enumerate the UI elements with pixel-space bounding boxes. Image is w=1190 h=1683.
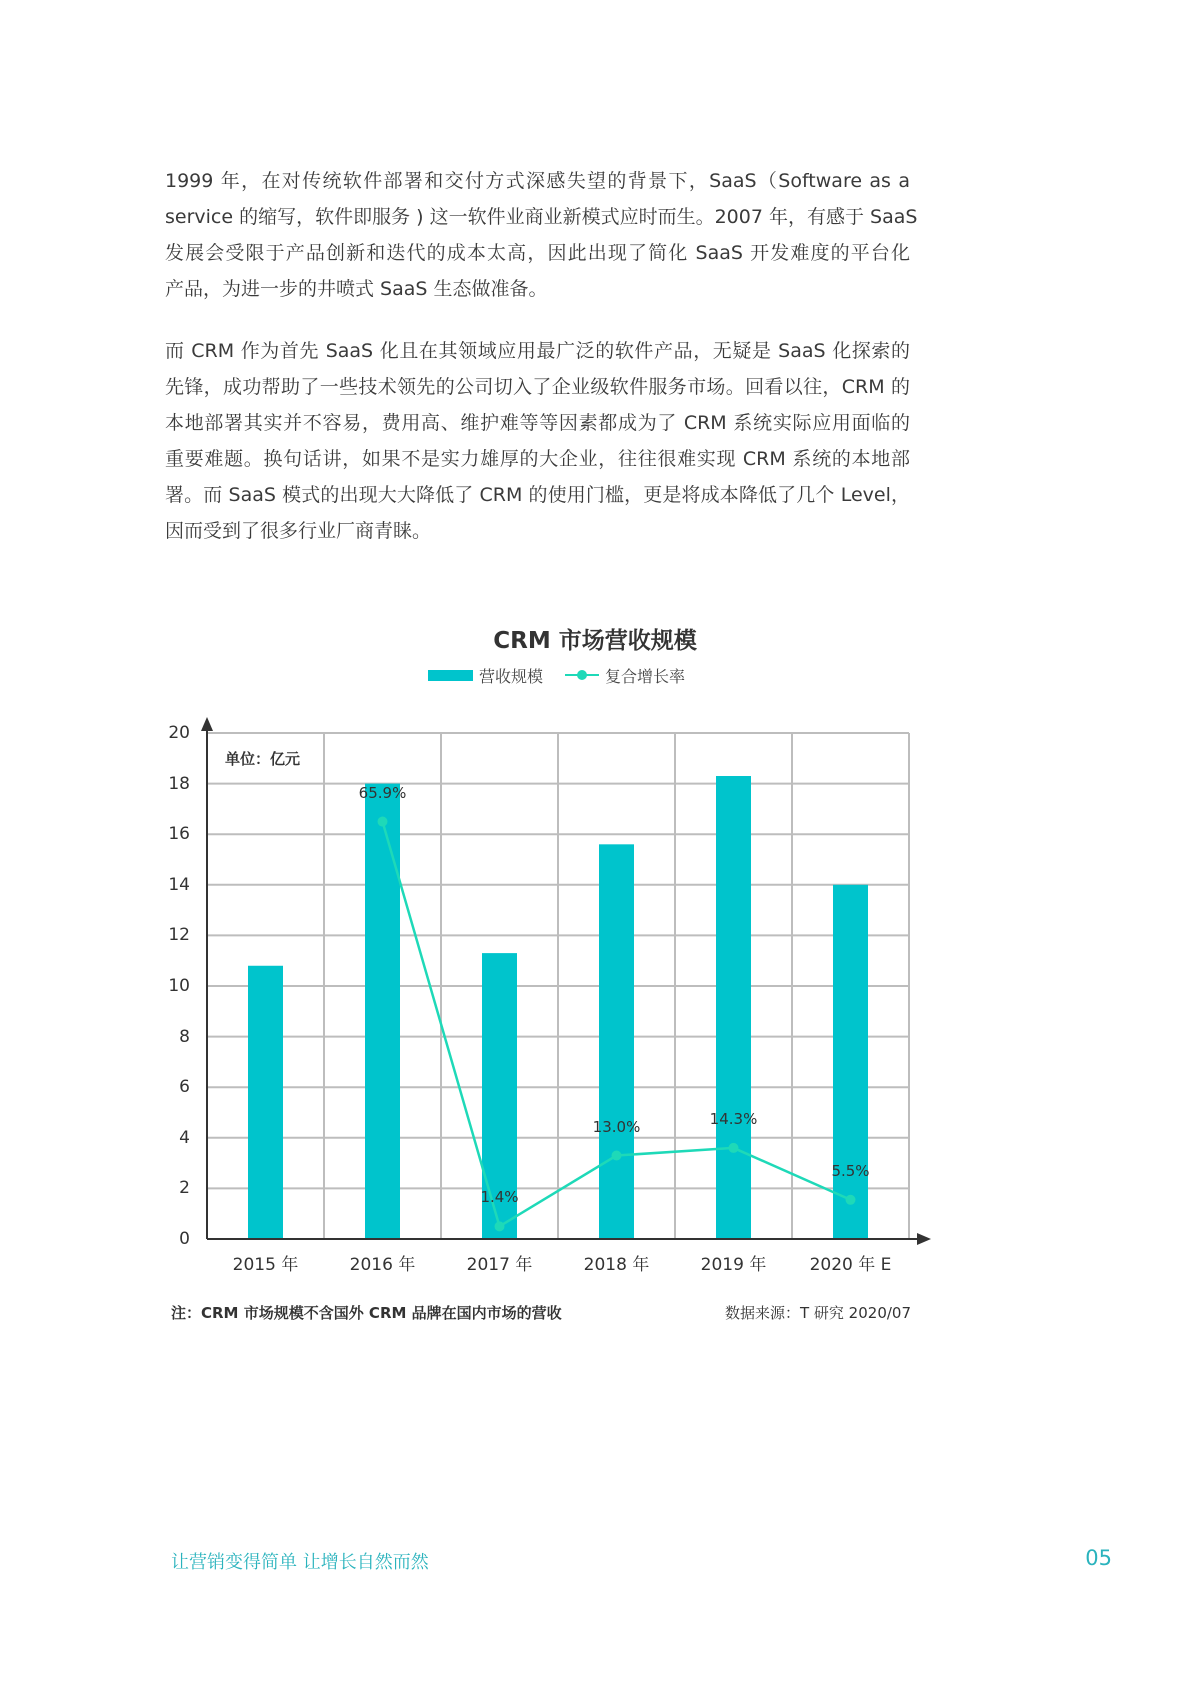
y-tick-label: 0 (179, 1229, 190, 1249)
text-line: 因而受到了很多行业厂商青睐。 (165, 520, 432, 542)
y-tick-label: 14 (168, 874, 190, 895)
revenue-bar (716, 776, 751, 1239)
page-number: 05 (1085, 1546, 1112, 1570)
y-tick-label: 20 (168, 723, 190, 743)
y-tick-label: 2 (179, 1178, 190, 1199)
growth-rate-label: 1.4% (480, 1188, 519, 1207)
legend-label-revenue: 营收规模 (479, 666, 544, 686)
y-tick-label: 16 (168, 824, 190, 845)
text-line: 本地部署其实并不容易，费用高、维护难等等因素都成为了 CRM 系统实际应用面临的 (165, 412, 910, 434)
chart-source: 数据来源：T 研究 2020/07 (724, 1304, 911, 1322)
chart-title: CRM 市场营收规模 (493, 628, 697, 654)
revenue-bar (833, 885, 868, 1239)
legend-label-growth: 复合增长率 (605, 666, 686, 686)
text-line: 发展会受限于产品创新和迭代的成本太高，因此出现了简化 SaaS 开发难度的平台化 (165, 242, 910, 264)
text-line: service 的缩写，软件即服务 ) 这一软件业商业新模式应时而生。2007 年，有感于 SaaS (165, 206, 918, 228)
x-axis-arrow-icon (917, 1233, 931, 1245)
growth-point-marker (729, 1143, 739, 1153)
x-tick-label: 2015 年 (232, 1255, 299, 1275)
y-tick-label: 12 (168, 925, 190, 946)
chart-note: 注：CRM 市场规模不含国外 CRM 品牌在国内市场的营收 (171, 1304, 562, 1322)
growth-rate-label: 65.9% (358, 783, 407, 802)
unit-label: 单位：亿元 (225, 750, 301, 768)
x-tick-label: 2019 年 (700, 1255, 767, 1275)
x-tick-label: 2018 年 (583, 1255, 650, 1275)
growth-point-marker (495, 1221, 505, 1231)
text-line: 而 CRM 作为首先 SaaS 化且在其领域应用最广泛的软件产品，无疑是 SaaS 化探索的 (165, 340, 910, 362)
revenue-bar (248, 966, 283, 1239)
y-tick-label: 10 (168, 976, 190, 996)
y-axis-arrow-icon (201, 717, 213, 731)
revenue-bar (365, 784, 400, 1239)
text-line: 署。而 SaaS 模式的出现大大降低了 CRM 的使用门槛，更是将成本降低了几个 Level， (165, 484, 910, 506)
x-tick-label: 2016 年 (349, 1255, 416, 1275)
x-tick-label: 2017 年 (466, 1255, 533, 1275)
text-line: 重要难题。换句话讲，如果不是实力雄厚的大企业，往往很难实现 CRM 系统的本地部 (165, 448, 910, 470)
growth-rate-label: 5.5% (831, 1161, 870, 1180)
text-line: 1999 年，在对传统软件部署和交付方式深感失望的背景下，SaaS（Software as a (165, 170, 910, 192)
revenue-bar (599, 844, 634, 1239)
x-tick-label: 2020 年 E (809, 1255, 892, 1275)
growth-point-marker (612, 1151, 622, 1161)
growth-rate-label: 14.3% (709, 1109, 758, 1128)
text-line: 先锋，成功帮助了一些技术领先的公司切入了企业级软件服务市场。回看以往，CRM 的 (165, 376, 910, 398)
growth-rate-label: 13.0% (592, 1117, 641, 1136)
y-tick-label: 8 (179, 1026, 190, 1047)
growth-point-marker (378, 817, 388, 827)
y-tick-label: 18 (168, 773, 190, 794)
text-line: 产品，为进一步的井喷式 SaaS 生态做准备。 (165, 278, 548, 300)
y-tick-label: 4 (179, 1127, 190, 1148)
growth-point-marker (846, 1195, 856, 1205)
footer-slogan: 让营销变得简单 让增长自然而然 (171, 1552, 429, 1573)
y-tick-label: 6 (179, 1077, 190, 1098)
